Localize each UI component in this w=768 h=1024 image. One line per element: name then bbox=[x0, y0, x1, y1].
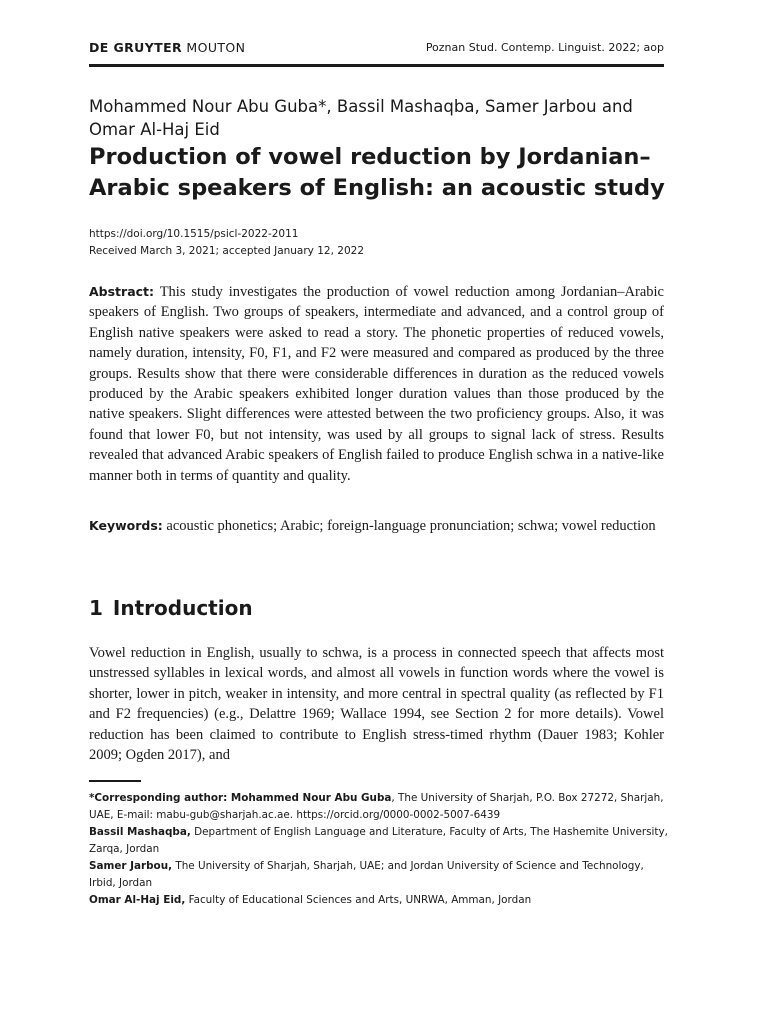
publisher-logo bbox=[89, 40, 245, 55]
received-date: Received March 3, 2021; accepted January 12, 2022 bbox=[89, 245, 364, 257]
footnote-author: *Corresponding author: Mohammed Nour Abu Guba bbox=[89, 792, 392, 804]
doi-link[interactable]: https://doi.org/10.1515/psicl-2022-2011 bbox=[89, 228, 299, 240]
footnote-item bbox=[89, 824, 669, 858]
author-list: Mohammed Nour Abu Guba*, Bassil Mashaqba, Samer Jarbou and Omar Al-Haj Eid bbox=[89, 97, 633, 139]
article-meta bbox=[89, 226, 364, 260]
footnotes bbox=[89, 790, 669, 909]
section-number: 1 bbox=[89, 596, 103, 620]
abstract bbox=[89, 282, 664, 486]
publisher-name-light: MOUTON bbox=[186, 40, 246, 55]
footnote-affiliation: Faculty of Educational Sciences and Arts, UNRWA, Amman, Jordan bbox=[185, 894, 532, 906]
footnote-item bbox=[89, 892, 669, 909]
keywords-label: Keywords: bbox=[89, 518, 163, 533]
footnote-author: Omar Al-Haj Eid, bbox=[89, 894, 186, 906]
running-header bbox=[89, 38, 664, 60]
footnote-rule bbox=[89, 780, 141, 782]
footnote-affiliation: , The University of Sharjah, P.O. Box 27272, Sharjah, UAE, E-mail: mabu-gub@sharjah.ac.ae. https://orcid.org/0000-0002-5007-6439 bbox=[89, 792, 664, 821]
footnote-affiliation: Department of English Language and Literature, Faculty of Arts, The Hashemite University, Zarqa, Jordan bbox=[89, 826, 668, 855]
keywords-text: acoustic phonetics; Arabic; foreign-language pronunciation; schwa; vowel reduction bbox=[166, 518, 656, 534]
keywords bbox=[89, 516, 664, 536]
header-rule bbox=[89, 64, 664, 67]
abstract-label: Abstract: bbox=[89, 284, 155, 299]
intro-paragraph: Vowel reduction in English, usually to schwa, is a process in connected speech that affects most unstressed syllables in lexical words, and almost all vowels in function words where the vowel is shorter, lower in pitch, weaker in intensity, and more central in spectral quality (as reflected by F1 and F2 frequencies) (e.g., Delattre 1969; Wallace 1994, see Section 2 for more details). Vowel reduction has been claimed to contribute to English stress-timed rhythm (Dauer 1983; Kohler 2009; Ogden 2017), and bbox=[89, 645, 664, 764]
footnote-author: Samer Jarbou, bbox=[89, 860, 173, 872]
footnote-author: Bassil Mashaqba, bbox=[89, 826, 191, 838]
article-title: Production of vowel reduction by Jordanian–Arabic speakers of English: an acoustic study bbox=[89, 144, 665, 201]
abstract-text: This study investigates the production of vowel reduction among Jordanian–Arabic speakers of English. Two groups of speakers, intermediate and advanced, and a control group of English native speakers were asked to read a story. The phonetic properties of reduced vowels, namely duration, intensity, F0, F1, and F2 were measured and compared as produced by the three groups. Results show that there were considerable differences in duration as the reduced vowels produced by the Arabic speakers exhibited longer duration values than those produced by the native speakers. Slight differences were attested between the two proficiency groups. Also, it was found that lower F0, but not intensity, was used by all groups to signal lack of stress. Results revealed that advanced Arabic speakers of English failed to produce English schwa in a native-like manner both in terms of quantity and quality. bbox=[89, 284, 664, 484]
footnote-item bbox=[89, 790, 669, 824]
publisher-name-bold: DE GRUYTER bbox=[89, 40, 183, 55]
footnote-affiliation: The University of Sharjah, Sharjah, UAE; and Jordan University of Science and Technology, Irbid, Jordan bbox=[89, 860, 644, 889]
section-title: Introduction bbox=[112, 596, 253, 620]
footnote-item bbox=[89, 858, 669, 892]
journal-citation: Poznan Stud. Contemp. Linguist. 2022; aop bbox=[425, 41, 664, 54]
section-heading bbox=[89, 596, 253, 620]
